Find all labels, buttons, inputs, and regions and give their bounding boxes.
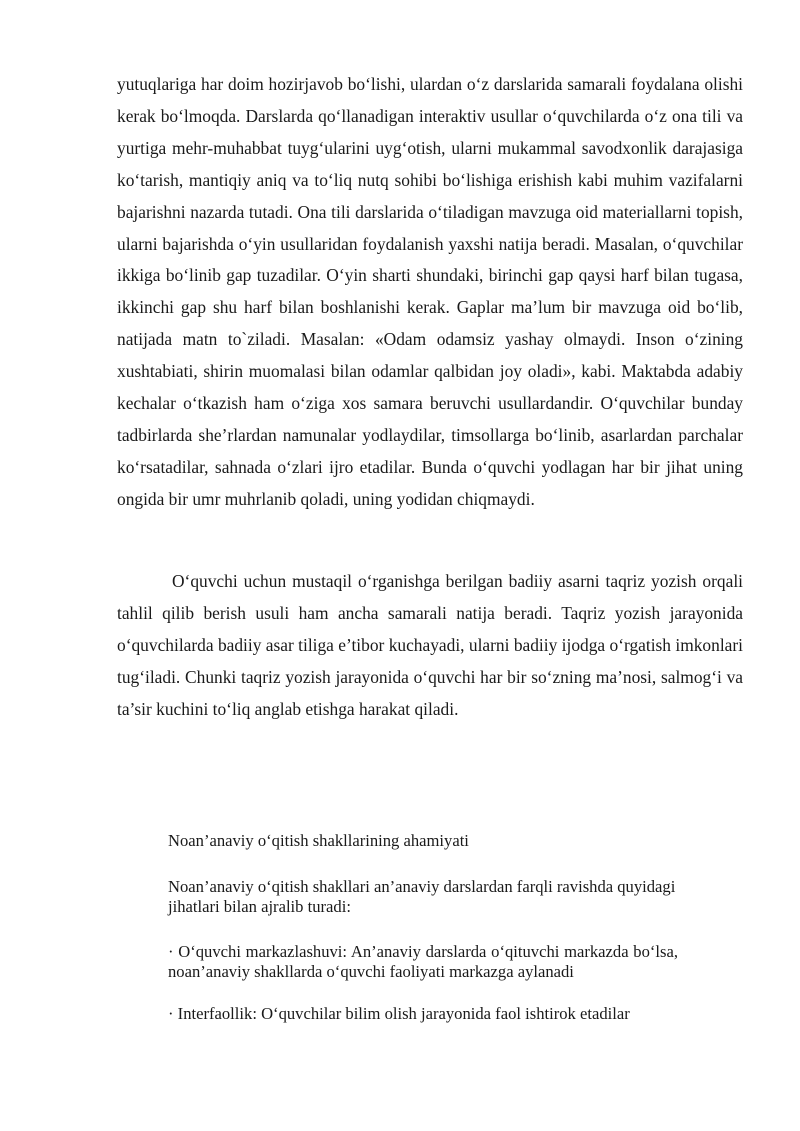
list-item: · Interfaollik: O‘quvchilar bilim olish jarayonida faol ishtirok etadilar xyxy=(168,1004,630,1023)
body-paragraph-2: O‘quvchi uchun mustaqil o‘rganishga berilgan badiiy asarni taqriz yozish orqali tahlil qilib berish usuli ham ancha samarali natija beradi. Taqriz yozish jarayonida o‘quvchilarda badiiy asar tiliga e’tibor kuchayadi, ularni badiiy ijodga o‘rgatish imkonlari tug‘iladi. Chunki taqriz yozish jarayonida o‘quvchi har bir so‘zning ma’nosi, salmog‘i va ta’sir kuchini to‘liq anglab etishga harakat qiladi. xyxy=(117,571,743,719)
list-item: · O‘quvchi markazlashuvi: An’anaviy darslarda o‘qituvchi markazda bo‘lsa, noan’anaviy shakllarda o‘quvchi faoliyati markazga aylanadi xyxy=(168,942,678,981)
section-intro: Noan’anaviy o‘qitish shakllari an’anaviy darslardan farqli ravishda quyidagi jihatlari bilan ajralib turadi: xyxy=(168,877,676,916)
section-heading: Noan’anaviy o‘qitish shakllarining ahamiyati xyxy=(168,831,469,850)
body-paragraph-1: yutuqlariga har doim hozirjavob bo‘lishi, ulardan o‘z darslarida samarali foydalana olishi kerak bo‘lmoqda. Darslarda qo‘llanadigan interaktiv usullar o‘quvchilarda o‘z ona tili va yurtiga mehr-muhabbat tuyg‘ularini uyg‘otish, ularni mukammal savodxonlik darajasiga ko‘tarish, mantiqiy aniq va to‘liq nutq sohibi bo‘lishiga erishish kabi muhim vazifalarni bajarishni nazarda tutadi. Ona tili darslarida o‘tiladigan mavzuga oid materiallarni topish, ularni bajarishda o‘yin usullaridan foydalanish yaxshi natija beradi. Masalan, o‘quvchilar ikkiga bo‘linib gap tuzadilar. O‘yin sharti shundaki, birinchi gap qaysi harf bilan tugasa, ikkinchi gap shu harf bilan boshlanishi kerak. Gaplar ma’lum bir mavzuga oid bo‘lib, natijada matn to`ziladi. Masalan: «Odam odamsiz yashay olmaydi. Inson o‘zining xushtabiati, shirin muomalasi bilan odamlar qalbidan joy oladi», kabi. Maktabda adabiy kechalar o‘tkazish ham o‘ziga xos samara beruvchi usullardandir. O‘quvchilar bunday tadbirlarda she’rlardan namunalar yodlaydilar, timsollarga bo‘linib, asarlardan parchalar ko‘rsatadilar, sahnada o‘zlari ijro etadilar. Bunda o‘quvchi yodlagan har bir jihat uning ongida bir umr muhrlanib qoladi, uning yodidan chiqmaydi. xyxy=(117,74,743,509)
